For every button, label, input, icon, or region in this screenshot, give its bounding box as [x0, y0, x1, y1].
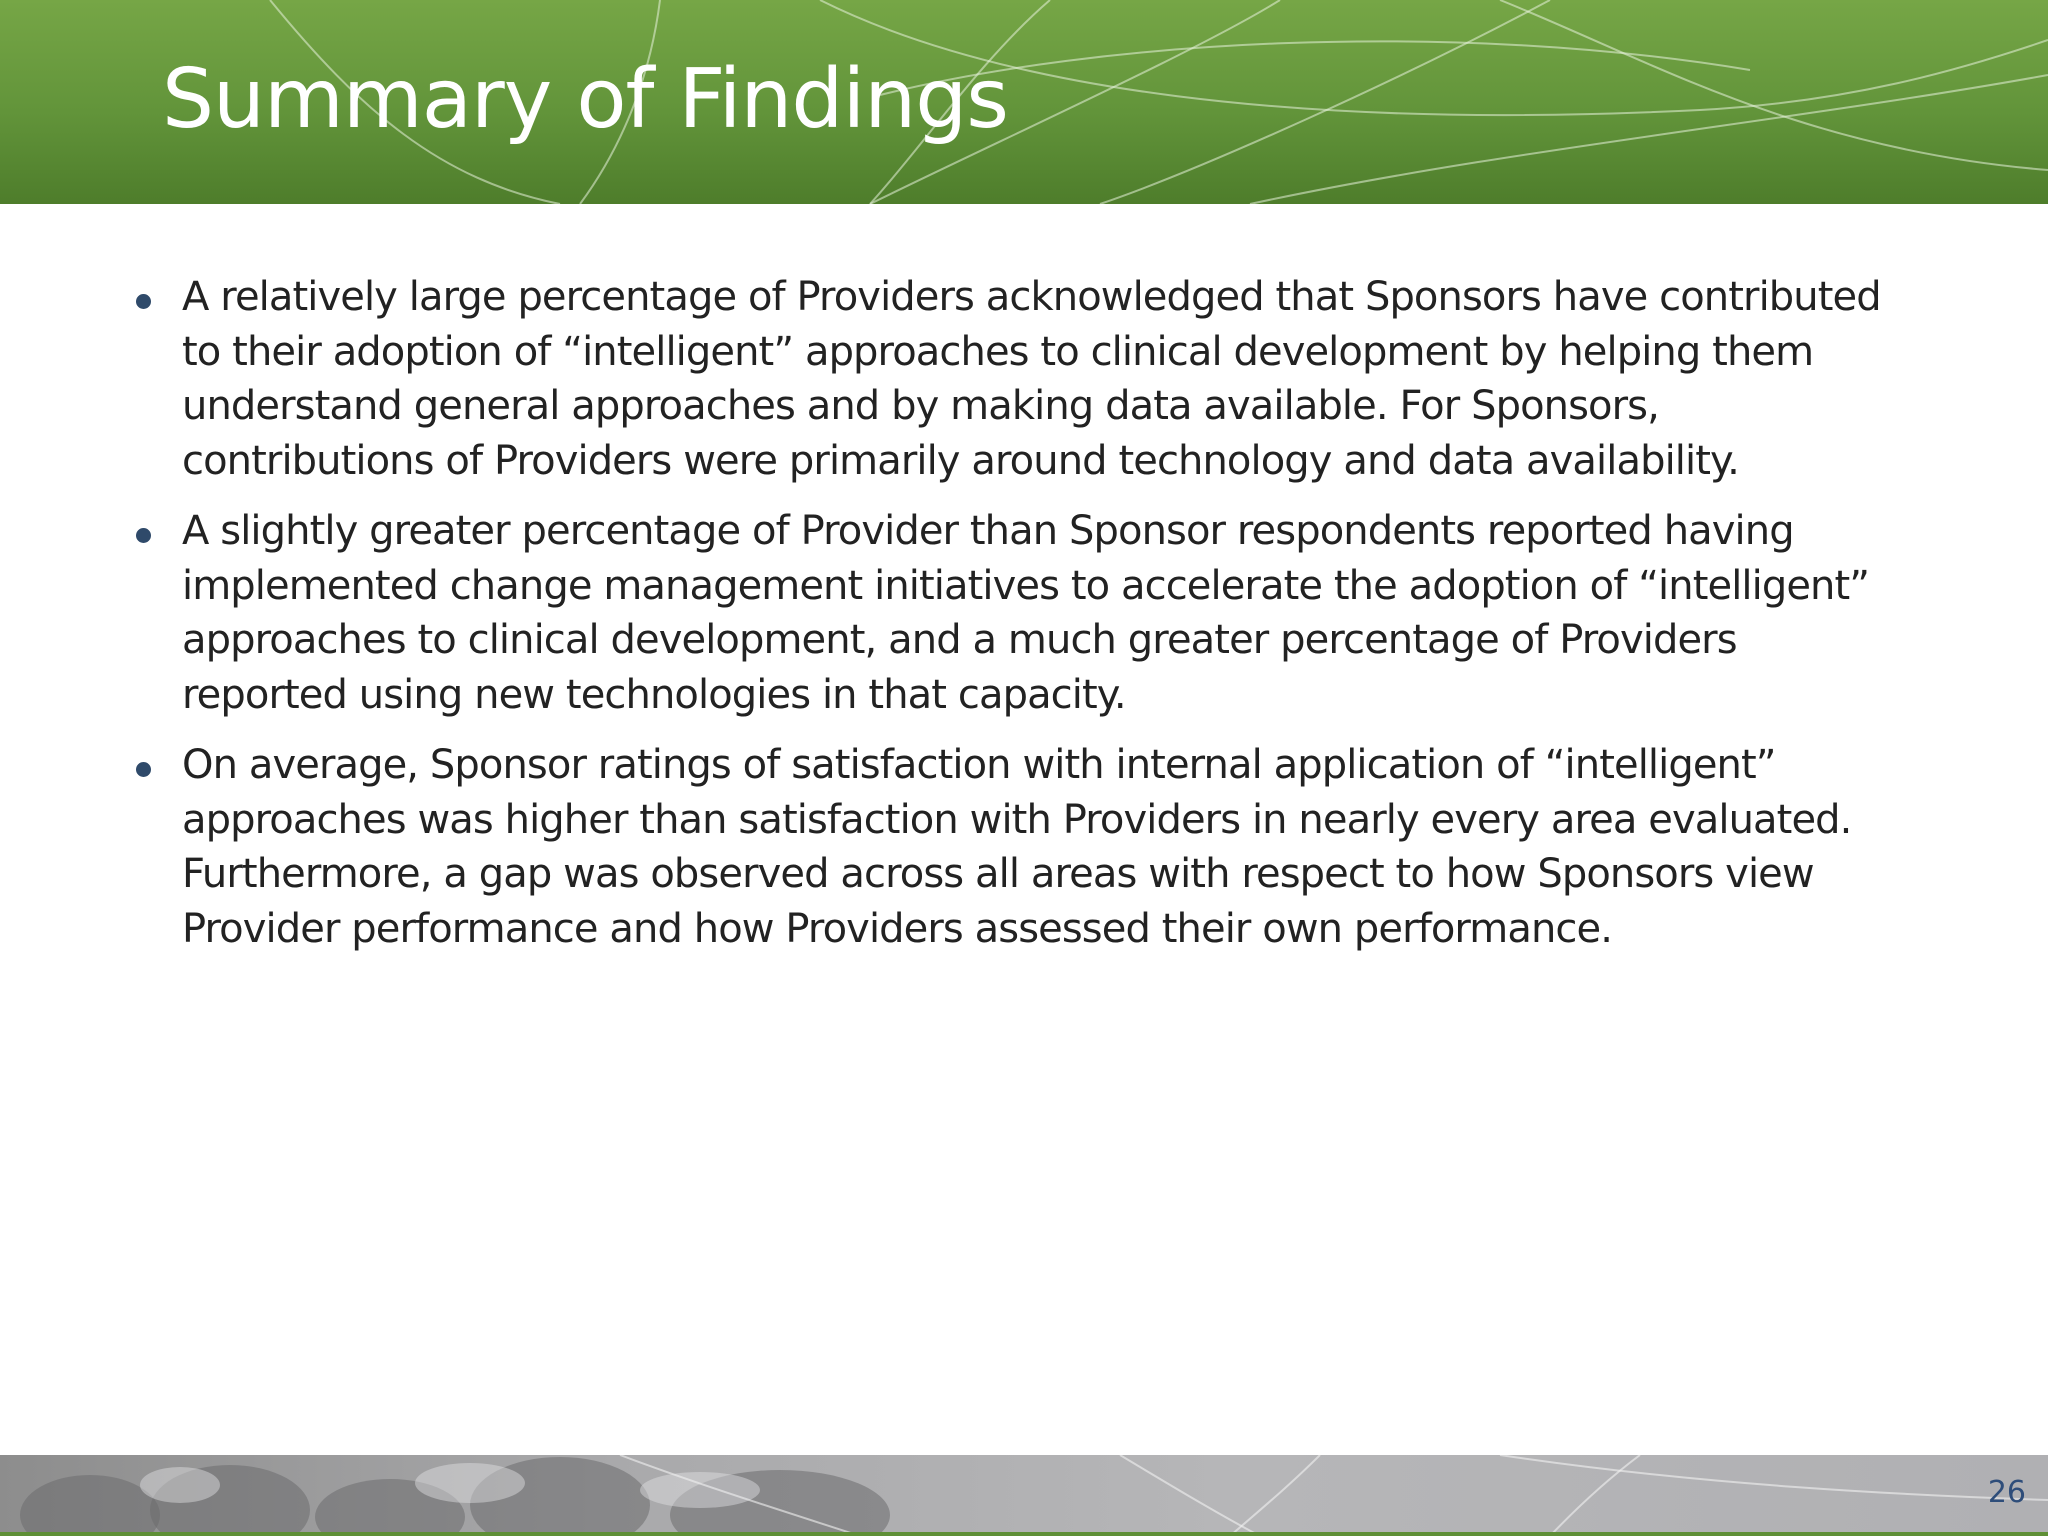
page-number: 26	[1987, 1475, 2026, 1510]
bullet-text: On average, Sponsor ratings of satisfaction with internal application of “intelligent” approaches was higher than satisfaction with Providers in nearly every area evaluated. Furthermore, a gap was observed across all areas with respect to how Sponsors view Provider performance and how Providers assessed their own performance.	[182, 742, 1852, 952]
bullet-icon	[136, 528, 151, 543]
list-item	[132, 738, 1912, 956]
footer-decoration	[0, 1455, 2048, 1536]
list-item	[132, 504, 1912, 722]
bullet-icon	[136, 762, 151, 777]
bullet-icon	[136, 294, 151, 309]
slide-title: Summary of Findings	[162, 52, 1008, 147]
list-item	[132, 270, 1912, 488]
footer-band	[0, 1455, 2048, 1536]
bullet-text: A relatively large percentage of Providers acknowledged that Sponsors have contributed to their adoption of “intelligent” approaches to clinical development by helping them understand general approaches and by making data available. For Sponsors, contributions of Providers were primarily around technology and data availability.	[182, 274, 1881, 484]
header-band	[0, 0, 2048, 204]
footer-rule	[0, 1532, 2048, 1536]
bullet-text: A slightly greater percentage of Provider than Sponsor respondents reported having implemented change management initiatives to accelerate the adoption of “intelligent” approaches to clinical development, and a much greater percentage of Providers reported using new technologies in that capacity.	[182, 508, 1870, 718]
findings-list	[132, 270, 1912, 972]
